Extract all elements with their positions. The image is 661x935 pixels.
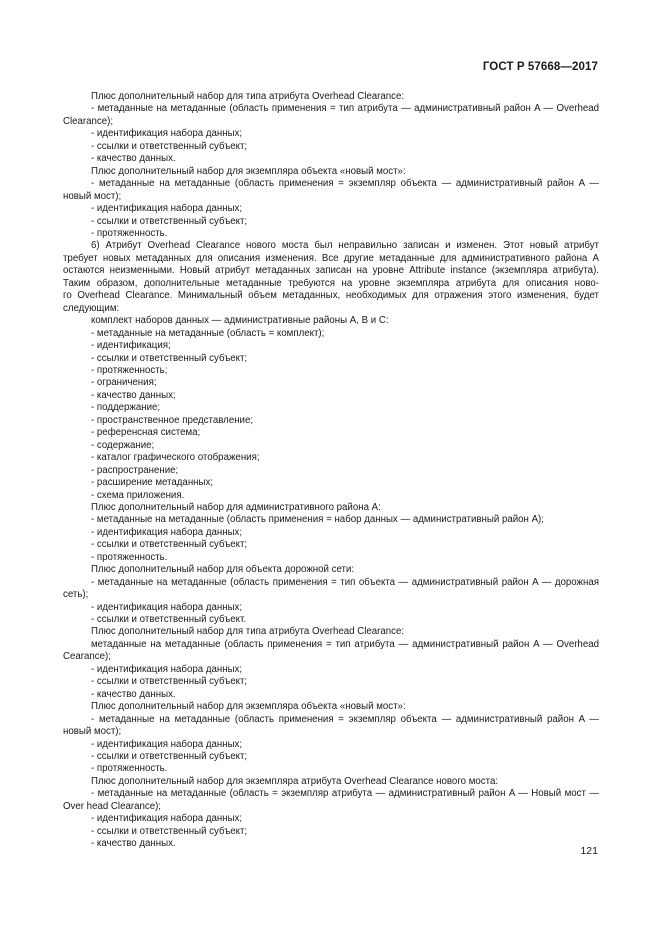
text-line: Cearance); — [63, 651, 111, 663]
text-line: - метаданные на метаданные (область применения = набор данных — административный район A); — [91, 514, 544, 526]
text-line: Плюс дополнительный набор для экземпляра объекта «новый мост»: — [91, 701, 406, 713]
text-line: Over head Clearance); — [63, 800, 162, 812]
text-line: - каталог графического отображения; — [91, 452, 260, 464]
text-line: - ссылки и ответственный субъект; — [91, 352, 248, 364]
text-line: - референсная система; — [91, 427, 201, 439]
text-line: - содержание; — [91, 439, 155, 451]
text-line: Плюс дополнительный набор для типа атрибута Overhead Clearance: — [91, 91, 405, 102]
text-line: - ссылки и ответственный субъект; — [91, 215, 248, 227]
text-line: - качество данных. — [91, 153, 176, 165]
text-line: - пространственное представление; — [91, 414, 254, 426]
document-body — [63, 91, 599, 851]
text-line: - идентификация набора данных; — [91, 601, 243, 613]
text-line: - ссылки и ответственный субъект; — [91, 825, 248, 837]
text-line: следующим: — [63, 302, 120, 314]
text-line: - распространение; — [91, 464, 179, 476]
text-line: 6) Атрибут Overhead Clearance нового моста был неправильно записан и изменен. Этот новый атрибут — [91, 240, 599, 252]
text-line: Плюс дополнительный набор для объекта дорожной сети: — [91, 564, 355, 576]
text-line: - ссылки и ответственный субъект; — [91, 539, 248, 551]
text-line: новый мост); — [63, 726, 122, 738]
text-line: Таким образом, дополнительные метаданные требуются на уровне экземпляра атрибута для описания ново- — [63, 277, 599, 289]
document-header: ГОСТ Р 57668—2017 — [482, 61, 598, 73]
text-line: - идентификация; — [91, 340, 171, 352]
text-line: метаданные на метаданные (область применения = тип атрибута — административный район A — Overhead — [91, 638, 599, 650]
text-line: - ограничения; — [91, 377, 157, 389]
text-line: - схема приложения. — [91, 489, 185, 501]
text-line: - метаданные на метаданные (область применения = тип атрибута — административный район A — Overhead — [91, 103, 599, 115]
text-line: новый мост); — [63, 190, 122, 202]
text-line: Плюс дополнительный набор для экземпляра атрибута Overhead Clearance нового моста: — [91, 775, 499, 787]
text-line: - качество данных; — [91, 389, 176, 401]
text-line: - ссылки и ответственный субъект; — [91, 751, 248, 763]
text-line: требует новых метаданных для описания изменения. Все другие метаданные для административного района A — [63, 252, 599, 264]
text-line: - метаданные на метаданные (область применения = экземпляр объекта — административный район A — — [91, 178, 599, 190]
text-line: - идентификация набора данных; — [91, 128, 243, 140]
text-line: Clearance); — [63, 115, 114, 127]
text-line: Плюс дополнительный набор для административного района A: — [91, 501, 381, 513]
text-line: - протяженность. — [91, 551, 168, 563]
text-line: - ссылки и ответственный субъект; — [91, 140, 248, 152]
text-line: - идентификация набора данных; — [91, 813, 243, 825]
text-line: - качество данных. — [91, 838, 176, 850]
text-line: - ссылки и ответственный субъект; — [91, 676, 248, 688]
text-line: - идентификация набора данных; — [91, 526, 243, 538]
text-line: - качество данных. — [91, 688, 176, 700]
text-line: - ссылки и ответственный субъект. — [91, 614, 247, 626]
text-line: - протяженность; — [91, 364, 168, 376]
text-line: - метаданные на метаданные (область = комплект); — [91, 327, 325, 339]
text-line: го Overhead Clearance. Минимальный объем метаданных, необходимых для отражения этого изменения, будет — [63, 290, 599, 302]
text-line: - расширение метаданных; — [91, 477, 214, 489]
text-line: комплект наборов данных — административные районы A, B и C: — [91, 315, 389, 327]
text-line: - протяженность. — [91, 227, 168, 239]
text-line: - идентификация набора данных; — [91, 738, 243, 750]
text-line: - поддержание; — [91, 402, 161, 414]
text-line: - метаданные на метаданные (область = экземпляр атрибута — административный район A — Новый мост — — [91, 788, 599, 800]
text-line: - метаданные на метаданные (область применения = тип объекта — административный район A — дорожная сеть); — [63, 576, 599, 601]
text-line: остаются неизменными. Новый атрибут метаданных записан на уровне Attribute instance (экземпляра атрибута). — [63, 265, 599, 277]
text-line: Плюс дополнительный набор для экземпляра объекта «новый мост»: — [91, 165, 406, 177]
page-number: 121 — [580, 845, 598, 857]
text-line: Плюс дополнительный набор для типа атрибута Overhead Clearance: — [91, 626, 405, 638]
text-line: - идентификация набора данных; — [91, 663, 243, 675]
text-line: - протяженность. — [91, 763, 168, 775]
text-line: - идентификация набора данных; — [91, 203, 243, 215]
text-line: - метаданные на метаданные (область применения = экземпляр объекта — административный район A — — [91, 713, 599, 725]
